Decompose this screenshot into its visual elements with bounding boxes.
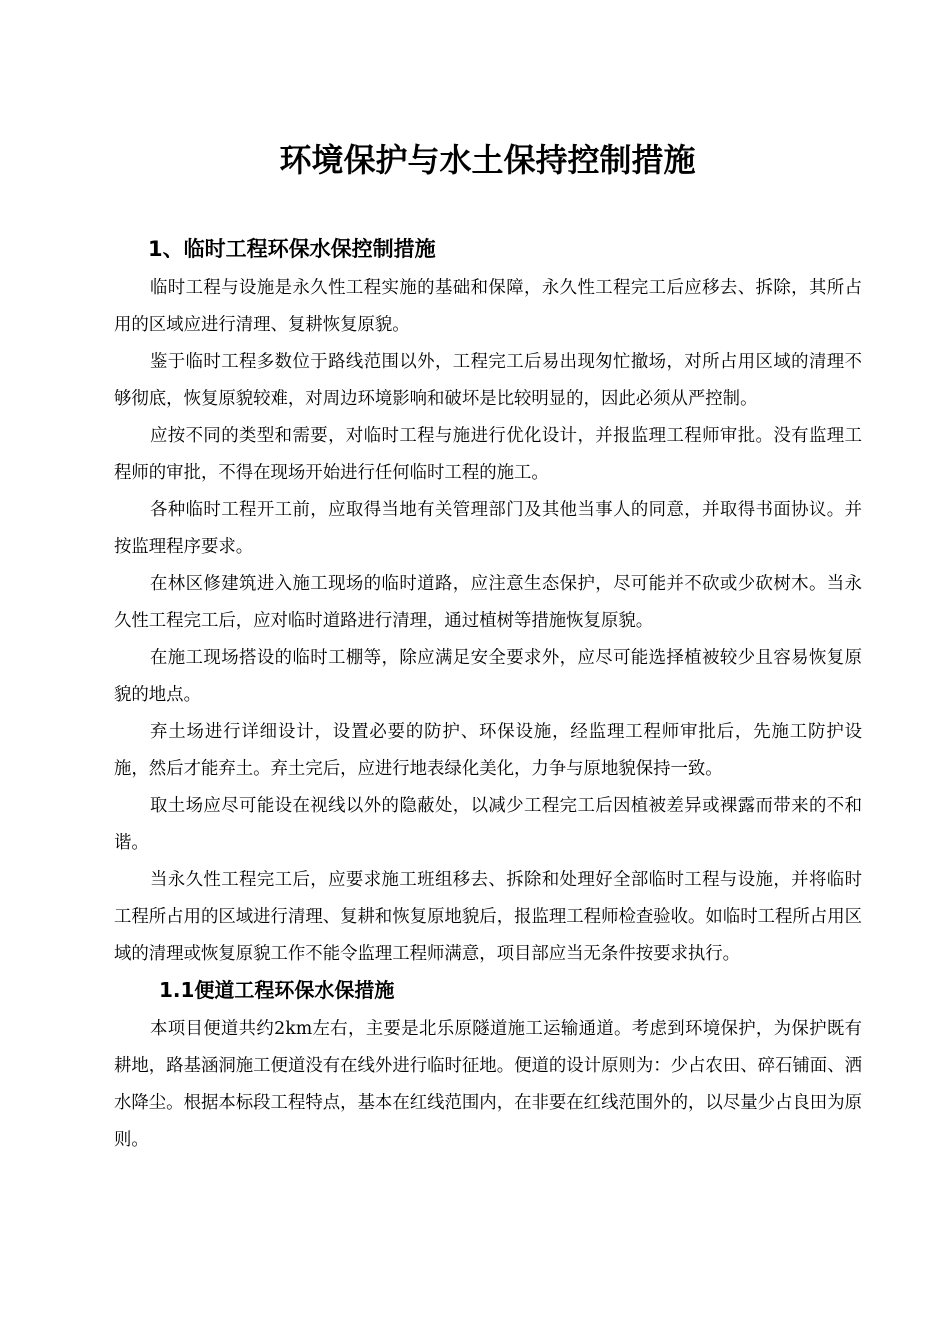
document-body xyxy=(114,232,862,1159)
paragraph: 本项目便道共约2km左右，主要是北乐原隧道施工运输通道。考虑到环境保护，为保护既有耕地，路基涵洞施工便道没有在线外进行临时征地。便道的设计原则为：少占农田、碎石铺面、洒水降尘。根据本标段工程特点，基本在红线范围内，在非要在红线范围外的，以尽量少占良田为原则。 xyxy=(114,1019,862,1150)
paragraph: 临时工程与设施是永久性工程实施的基础和保障，永久性工程完工后应移去、拆除，其所占用的区域应进行清理、复耕恢复原貌。 xyxy=(114,278,862,335)
paragraph: 鉴于临时工程多数位于路线范围以外，工程完工后易出现匆忙撤场，对所占用区域的清理不够彻底，恢复原貌较难，对周边环境影响和破坏是比较明显的，因此必须从严控制。 xyxy=(114,352,862,409)
paragraph: 在林区修建筑进入施工现场的临时道路，应注意生态保护，尽可能并不砍或少砍树木。当永久性工程完工后，应对临时道路进行清理，通过植树等措施恢复原貌。 xyxy=(114,574,862,631)
paragraph: 在施工现场搭设的临时工棚等，除应满足安全要求外，应尽可能选择植被较少且容易恢复原貌的地点。 xyxy=(114,648,862,705)
document-title: 环境保护与水土保持控制措施 xyxy=(279,141,696,179)
paragraph: 应按不同的类型和需要，对临时工程与施进行优化设计，并报监理工程师审批。没有监理工程师的审批，不得在现场开始进行任何临时工程的施工。 xyxy=(114,426,862,483)
section-access-road xyxy=(114,973,862,1159)
section-heading: 1、临时工程环保水保控制措施 xyxy=(148,237,436,261)
paragraph: 取土场应尽可能设在视线以外的隐蔽处，以减少工程完工后因植被差异或裸露而带来的不和谐。 xyxy=(114,796,862,853)
subsection-heading: 1.1便道工程环保水保措施 xyxy=(159,978,395,1002)
section-temporary-works xyxy=(114,232,862,973)
paragraph: 各种临时工程开工前，应取得当地有关管理部门及其他当事人的同意，并取得书面协议。并按监理程序要求。 xyxy=(114,500,862,557)
paragraph: 当永久性工程完工后，应要求施工班组移去、拆除和处理好全部临时工程与设施，并将临时工程所占用的区域进行清理、复耕和恢复原地貌后，报监理工程师检查验收。如临时工程所占用区域的清理或恢复原貌工作不能令监理工程师满意，项目部应当无条件按要求执行。 xyxy=(114,870,862,964)
paragraph: 弃土场进行详细设计，设置必要的防护、环保设施，经监理工程师审批后，先施工防护设施，然后才能弃土。弃土完后，应进行地表绿化美化，力争与原地貌保持一致。 xyxy=(114,722,862,779)
